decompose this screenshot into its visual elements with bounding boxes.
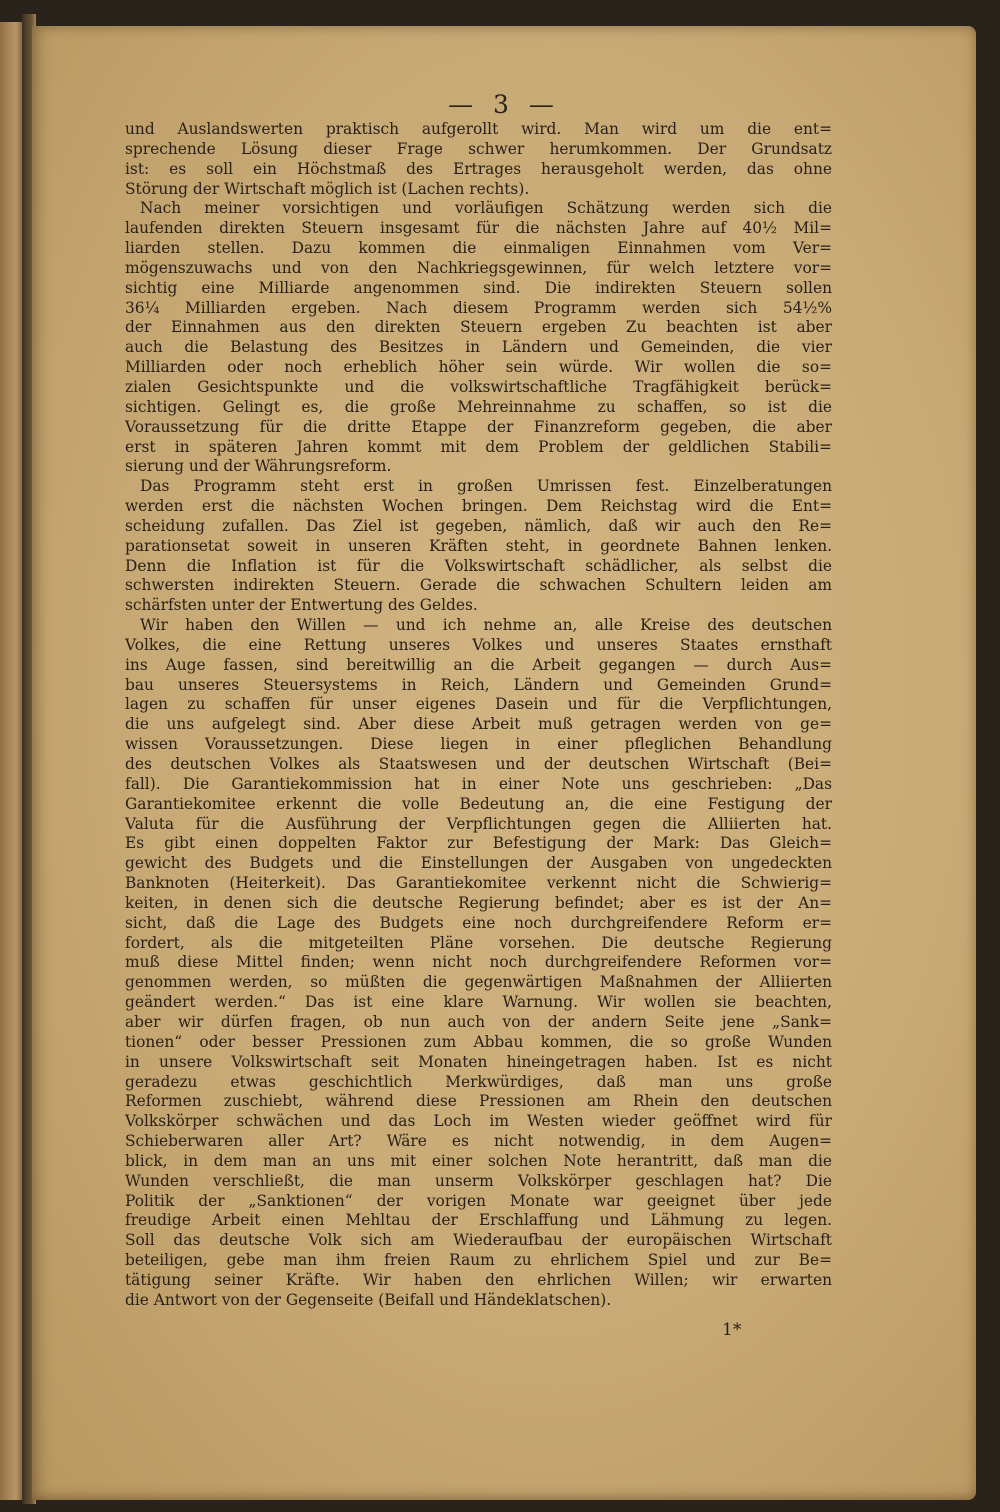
- text-line: werden erst die nächsten Wochen bringen. Dem Reichstag wird die Ent=: [125, 497, 832, 516]
- text-line: schärfsten unter der Entwertung des Geldes.: [125, 596, 478, 615]
- text-line: Voraussetzung für die dritte Etappe der Finanzreform gegeben, die aber: [125, 417, 832, 436]
- text-line: fordert, als die mitgeteilten Pläne vorsehen. Die deutsche Regierung: [125, 933, 832, 952]
- signature-mark: 1*: [722, 1320, 742, 1340]
- text-line: sicht, daß die Lage des Budgets eine noch durchgreifendere Reform er=: [125, 913, 832, 932]
- text-line: Volkes, die eine Rettung unseres Volkes und unseres Staates ernsthaft: [125, 635, 832, 654]
- text-line: keiten, in denen sich die deutsche Regierung befindet; aber es ist der An=: [125, 893, 832, 912]
- text-line: Valuta für die Ausführung der Verpflichtungen gegen die Alliierten hat.: [125, 814, 832, 833]
- text-line: der Einnahmen aus den direkten Steuern ergeben Zu beachten ist aber: [125, 318, 832, 337]
- text-line: Milliarden oder noch erheblich höher sein würde. Wir wollen die so=: [125, 358, 832, 377]
- text-line: geradezu etwas geschichtlich Merkwürdiges, daß man uns große: [125, 1072, 832, 1091]
- text-line: Schieberwaren aller Art? Wäre es nicht notwendig, in dem Augen=: [125, 1132, 832, 1151]
- text-line: parationsetat soweit in unseren Kräften steht, in geordnete Bahnen lenken.: [125, 536, 832, 555]
- text-line: Banknoten (Heiterkeit). Das Garantiekomitee verkennt nicht die Schwierig=: [125, 874, 832, 893]
- text-line: zialen Gesichtspunkte und die volkswirtschaftliche Tragfähigkeit berück=: [125, 377, 832, 396]
- text-line: erst in späteren Jahren kommt mit dem Problem der geldlichen Stabili=: [125, 437, 832, 456]
- text-line: Nach meiner vorsichtigen und vorläufigen Schätzung werden sich die: [140, 199, 832, 218]
- text-line: Das Programm steht erst in großen Umrissen fest. Einzelberatungen: [140, 477, 832, 496]
- text-line: scheidung zufallen. Das Ziel ist gegeben, nämlich, daß wir auch den Re=: [125, 516, 832, 535]
- text-line: die Antwort von der Gegenseite (Beifall und Händeklatschen).: [125, 1290, 612, 1309]
- text-line: Es gibt einen doppelten Faktor zur Befestigung der Mark: Das Gleich=: [125, 834, 832, 853]
- page-number: — 3 —: [448, 90, 560, 119]
- text-line: blick, in dem man an uns mit einer solchen Note herantritt, daß man die: [125, 1151, 832, 1170]
- text-line: des deutschen Volkes als Staatswesen und der deutschen Wirtschaft (Bei=: [125, 755, 832, 773]
- text-line: liarden stellen. Dazu kommen die einmaligen Einnahmen vom Ver=: [125, 239, 832, 258]
- text-line: fall). Die Garantiekommission hat in einer Note uns geschrieben: „Das: [125, 774, 832, 793]
- text-line: sierung und der Währungsreform.: [125, 457, 392, 476]
- body-text: [125, 120, 832, 1311]
- text-line: Reformen zuschiebt, während diese Pressionen am Rhein den deutschen: [125, 1092, 832, 1111]
- text-line: beteiligen, gebe man ihm freien Raum zu ehrlichem Spiel und zur Be=: [125, 1251, 832, 1270]
- text-line: lagen zu schaffen für unser eigenes Dasein und für die Verpflichtungen,: [125, 695, 832, 714]
- text-line: bau unseres Steuersystems in Reich, Ländern und Gemeinden Grund=: [125, 675, 832, 694]
- text-line: gewicht des Budgets und die Einstellungen der Ausgaben von ungedeckten: [125, 854, 832, 873]
- text-line: Störung der Wirtschaft möglich ist (Lachen rechts).: [125, 179, 530, 198]
- text-line: freudige Arbeit einen Mehltau der Erschlaffung und Lähmung zu legen.: [125, 1211, 832, 1230]
- text-line: Politik der „Sanktionen“ der vorigen Monate war geeignet über jede: [125, 1191, 832, 1210]
- text-line: 36¼ Milliarden ergeben. Nach diesem Programm werden sich 54½%: [125, 298, 832, 317]
- text-line: in unsere Volkswirtschaft seit Monaten hineingetragen haben. Ist es nicht: [125, 1052, 832, 1071]
- text-line: Denn die Inflation ist für die Volkswirtschaft schädlicher, als selbst die: [125, 556, 832, 575]
- text-line: die uns aufgelegt sind. Aber diese Arbeit muß getragen werden von ge=: [125, 715, 832, 734]
- text-line: Garantiekomitee erkennt die volle Bedeutung an, die eine Festigung der: [125, 794, 832, 813]
- text-line: laufenden direkten Steuern insgesamt für die nächsten Jahre auf 40½ Mil=: [125, 219, 832, 238]
- text-line: sprechende Lösung dieser Frage schwer herumkommen. Der Grundsatz: [125, 139, 832, 158]
- text-line: wissen Voraussetzungen. Diese liegen in einer pfleglichen Behandlung: [125, 735, 832, 754]
- text-line: ist: es soll ein Höchstmaß des Ertrages herausgeholt werden, das ohne: [125, 159, 832, 178]
- text-line: schwersten indirekten Steuern. Gerade die schwachen Schultern leiden am: [125, 576, 832, 595]
- text-line: ins Auge fassen, sind bereitwillig an die Arbeit gegangen — durch Aus=: [125, 655, 832, 674]
- text-line: muß diese Mittel finden; wenn nicht noch durchgreifendere Reformen vor=: [125, 953, 832, 972]
- text-line: und Auslandswerten praktisch aufgerollt wird. Man wird um die ent=: [125, 120, 832, 138]
- text-line: auch die Belastung des Besitzes in Ländern und Gemeinden, die vier: [125, 338, 832, 357]
- text-line: tionen“ oder besser Pressionen zum Abbau kommen, die so große Wunden: [125, 1032, 832, 1051]
- text-line: sichtigen. Gelingt es, die große Mehreinnahme zu schaffen, so ist die: [125, 397, 832, 416]
- text-line: tätigung seiner Kräfte. Wir haben den ehrlichen Willen; wir erwarten: [125, 1270, 832, 1289]
- text-line: genommen werden, so müßten die gegenwärtigen Maßnahmen der Alliierten: [125, 973, 832, 992]
- text-line: Wir haben den Willen — und ich nehme an, alle Kreise des deutschen: [140, 616, 832, 635]
- text-line: geändert werden.“ Das ist eine klare Warnung. Wir wollen sie beachten,: [125, 993, 832, 1012]
- text-line: Wunden verschließt, die man unserm Volkskörper geschlagen hat? Die: [125, 1171, 832, 1190]
- text-line: mögenszuwachs und von den Nachkriegsgewinnen, für welch letztere vor=: [125, 258, 832, 277]
- text-line: aber wir dürfen fragen, ob nun auch von der andern Seite jene „Sank=: [125, 1012, 832, 1031]
- text-line: Soll das deutsche Volk sich am Wiederaufbau der europäischen Wirtschaft: [125, 1231, 832, 1250]
- text-line: sichtig eine Milliarde angenommen sind. Die indirekten Steuern sollen: [125, 278, 832, 297]
- text-line: Volkskörper schwächen und das Loch im Westen wieder geöffnet wird für: [125, 1112, 832, 1131]
